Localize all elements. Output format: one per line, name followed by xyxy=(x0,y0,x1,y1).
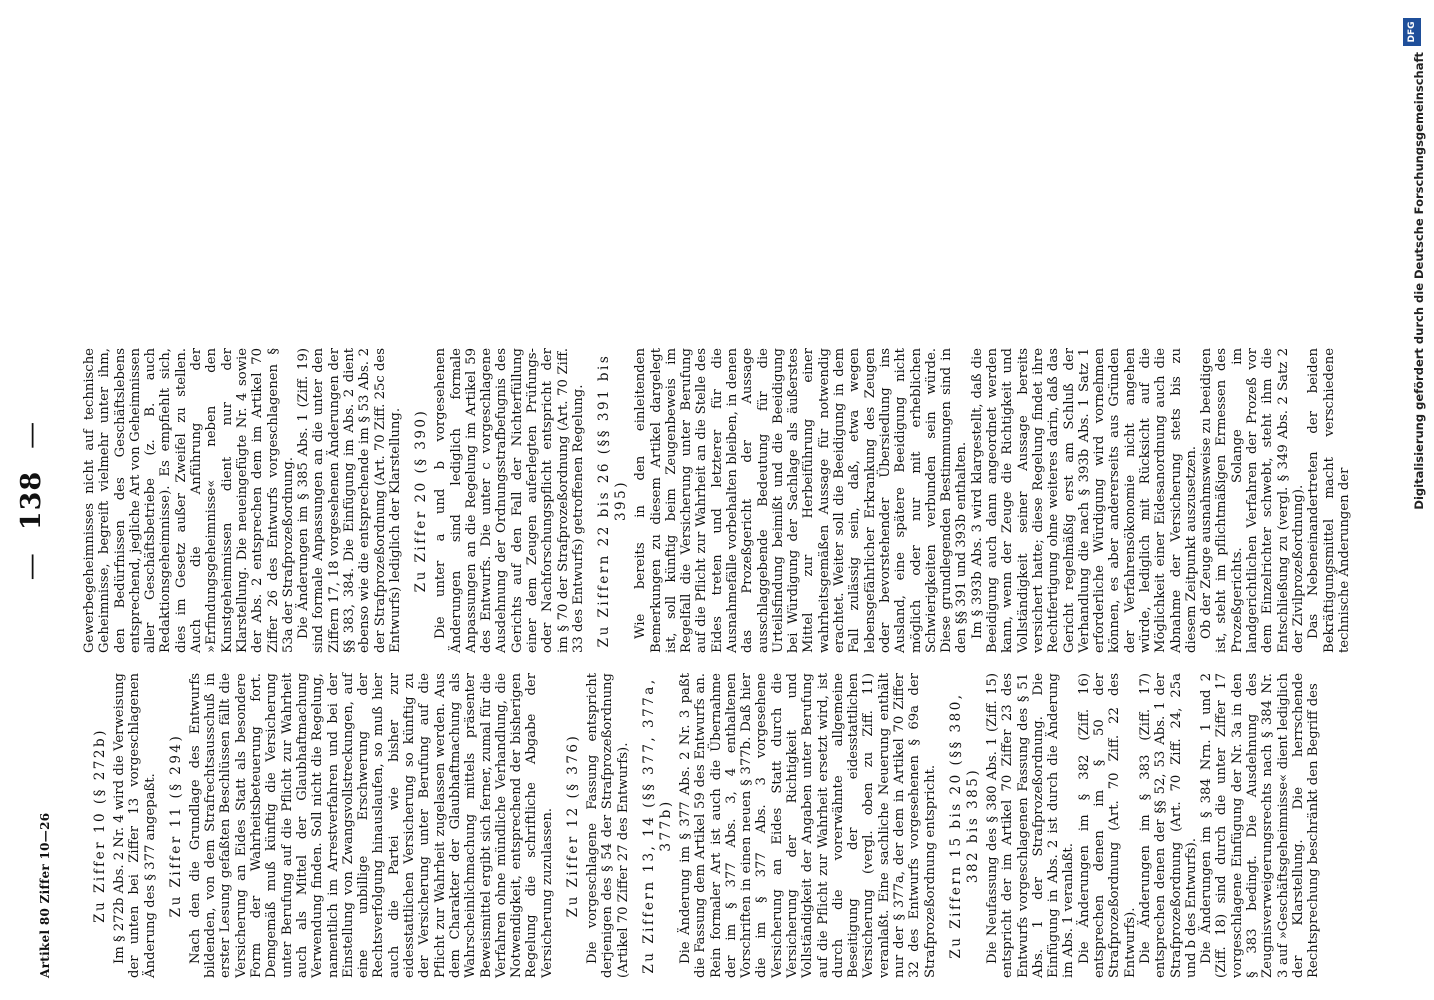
section-heading: Zu Ziffer 10 (§ 272b) xyxy=(92,728,108,923)
paragraph: Die Änderungen im § 383 (Ziff. 17) entsprechen denen der §§ 52, 53 Abs. 1 der Strafprozeßordnung (Art. 70 Ziff. 24, 25a und b des Entwurfs). xyxy=(1137,673,1199,978)
column-1 xyxy=(82,673,1321,978)
page-header xyxy=(10,23,70,978)
paragraph: Nach den die Grundlage des Entwurfs bildenden, von dem Strafrechtsausschuß in erster Lesung gefaßten Beschlüssen fällt die Versicherung an Eides Statt als besondere Form der Wahrheitsbeteuerung fort. Demgemäß muß künftig die Versicherung unter Berufung auf die Pflicht zur Wahrheit auch als Mittel der Glaubhaftmachung Verwendung finden. Soll nicht die Regelung, namentlich im Arrestverfahren und bei der Einstellung von Zwangsvollstreckungen, auf eine unbillige Erschwerung der Rechtsverfolgung hinauslaufen, so muß hier auch die Partei wie bisher zur eidesstattlichen Versicherung so künftig zu der Versicherung unter Berufung auf die Pflicht zur Wahrheit zugelassen werden. Aus dem Charakter der Glaubhaftmachung als Wahrscheinlichmachung mittels präsenter Beweismittel ergibt sich ferner, zumal für die Verfahren ohne mündliche Verhandlung, die Notwendigkeit, entsprechend der bisherigen Regelung die schriftliche Abgabe der Versicherung zuzulassen. xyxy=(187,673,555,978)
paragraph: Wie bereits in den einleitenden Bemerkungen zu diesem Artikel dargelegt ist, soll künftig beim Zeugenbeweis im Regelfall die Versicherung unter Berufung auf die Pflicht zur Wahrheit an die Stelle des Eides treten und letzterer für die Ausnahmefälle vorbehalten bleiben, in denen das Prozeßgericht der Aussage ausschlaggebende Bedeutung für die Urteilsfindung beimißt und die Beeidigung bei Würdigung der Sachlage als äußerstes Mittel zur Herbeiführung einer wahrheitsgemäßen Aussage für notwendig erachtet. Weiter soll die Beeidigung in dem Fall zulässig sein, daß, etwa wegen lebensgefährlicher Erkrankung des Zeugen oder bevorstehender Übersiedlung ins Ausland, eine spätere Beeidigung nicht möglich oder nur mit erheblichen Schwierigkeiten verbunden sein würde. Diese grundlegenden Bestimmungen sind in den §§ 391 und 393b enthalten. xyxy=(633,348,970,653)
paragraph: Die vorgeschlagene Fassung entspricht derjenigen des § 54 der Strafprozeßordnung (Artikel 70 Ziffer 27 des Entwurfs). xyxy=(585,673,631,978)
paragraph: Gewerbegeheimnisses nicht auf technische Geheimnisse, begreift vielmehr unter ihm, den Bedürfnissen des Geschäftslebens entsprechend, jegliche Art von Geheimnissen aller Geschäftsbetriebe (z. B. auch Redaktionsgeheimnisse). Es empfiehlt sich, dies im Gesetz außer Zweifel zu stellen. Auch die Anführung der »Erfindungsgeheimnisse« neben den Kunstgeheimnissen dient nur der Klarstellung. Die neueingefügte Nr. 4 sowie der Abs. 2 entsprechen dem im Artikel 70 Ziffer 26 des Entwurfs vorgeschlagenen § 53a der Strafprozeßordnung. xyxy=(82,348,296,653)
paragraph: Im § 393b Abs. 3 wird klargestellt, daß die Beeidigung auch dann angeordnet werden kann, wenn der Zeuge die Richtigkeit und Vollständigkeit seiner Aussage bereits versichert hatte; diese Regelung findet ihre Rechtfertigung ohne weiteres darin, daß das Gericht regelmäßig erst am Schluß der Verhandlung die nach § 393b Abs. 1 Satz 1 erforderliche Würdigung wird vornehmen können, es aber andererseits aus Gründen der Verfahrensökonomie nicht angehen würde, lediglich mit Rücksicht auf die Möglichkeit einer Eidesanordnung auch die Abnahme der Versicherung stets bis zu diesem Zeitpunkt auszusetzen. xyxy=(969,348,1199,653)
section-heading: Zu Ziffer 12 (§ 376) xyxy=(565,733,582,918)
section-heading: Zu Ziffern 22 bis 26 (§§ 391 bis 395) xyxy=(596,353,630,648)
paragraph: Die unter a und b vorgesehenen Änderungen sind lediglich formale Anpassungen an die Regelung im Artikel 59 des Entwurfs. Die unter c vorgeschlagene Ausdehnung der Ordnungsstrafbefugnis des Gerichts auf den Fall der Nichterfüllung einer dem Zeugen auferlegten Prüfungs- oder Nachforschungspflicht entspricht der im § 70 der Strafprozeßordnung (Art. 70 Ziff. 33 des Entwurfs) getroffenen Regelung. xyxy=(433,348,586,653)
paragraph: Die Änderung im § 377 Abs. 2 Nr. 3 paßt die Fassung dem Artikel 59 des Entwurfs an. Rein formaler Art ist auch die Übernahme der im § 377 Abs. 3, 4 enthaltenen Vorschriften in einen neuen § 377b. Daß hier die im § 377 Abs. 3 vorgesehene Versicherung an Eides Statt durch die Versicherung der Richtigkeit und Vollständigkeit der Angaben unter Berufung auf die Pflicht zur Wahrheit ersetzt wird, ist durch die vorerwähnte allgemeine Beseitigung der eidesstattlichen Versicherung (vergl. oben zu Ziff. 11) veranlaßt. Eine sachliche Neuerung enthält nur der § 377a, der dem in Artikel 70 Ziffer 32 des Entwurfs vorgesehenen § 69a der Strafprozeßordnung entspricht. xyxy=(677,673,938,978)
section-heading: Zu Ziffer 20 (§ 390) xyxy=(413,408,430,593)
page-number-dash-right: — xyxy=(16,420,47,449)
paragraph: Das Nebeneinandertreten der beiden Bekräftigungsmittel macht verschiedene technische Änderungen der xyxy=(1306,348,1352,653)
paragraph: Ob der Zeuge ausnahmsweise zu beeidigen ist, steht im pflichtmäßigen Ermessen des Prozeßgerichts. Solange im landgerichtlichen Verfahren der Prozeß vor dem Einzelrichter schwebt, steht ihm die Entschließung zu (vergl. § 349 Abs. 2 Satz 2 der Zivilprozeßordnung). xyxy=(1199,348,1306,653)
page-number xyxy=(16,23,47,978)
paragraph: Die Änderungen im § 382 (Ziff. 16) entsprechen denen im § 50 der Strafprozeßordnung (Art. 70 Ziff. 22 des Entwurfs). xyxy=(1076,673,1138,978)
column-2 xyxy=(82,348,1352,653)
page-number-dash-left: — xyxy=(16,552,47,581)
running-head: Artikel 80 Ziffer 10—26 xyxy=(38,812,52,978)
section-heading: Zu Ziffern 13, 14 (§§ 377, 377a, 377b) xyxy=(640,677,674,974)
paragraph: Die Änderungen im § 384 Nrn. 1 und 2 (Ziff. 18) sind durch die unter Ziffer 17 vorgeschlagene Einfügung der Nr. 3a in den § 383 bedingt. Die Ausdehnung des Zeugnisverweigerungsrechts nach § 384 Nr. 3 auf »Geschäftsgeheimnisse« dient lediglich der Klarstellung. Die herrschende Rechtsprechung beschränkt den Begriff des xyxy=(1199,673,1322,978)
section-heading: Zu Ziffer 11 (§ 294) xyxy=(167,733,184,918)
digitization-sidebar: DFG Digitalisierung gefördert durch die Deutsche Forschungsgemeinschaft xyxy=(1395,8,1429,993)
paragraph: Die Änderungen im § 385 Abs. 1 (Ziff. 19) sind formale Anpassungen an die unter den Ziffern 17, 18 vorgesehenen Änderungen der §§ 383, 384. Die Einfügung im Abs. 2 dient ebenso wie die entsprechende im § 53 Abs. 2 der Strafprozeßordnung (Art. 70 Ziff. 25c des Entwurfs) lediglich der Klarstellung. xyxy=(296,348,403,653)
dfg-logo: DFG xyxy=(1403,18,1421,46)
paragraph: Im § 272b Abs. 2 Nr. 4 wird die Verweisung der unten bei Ziffer 13 vorgeschlagenen Änderung des § 377 angepaßt. xyxy=(112,673,158,978)
section-heading: Zu Ziffern 15 bis 20 (§§ 380, 382 bis 385) xyxy=(947,692,981,959)
text-columns xyxy=(82,23,1352,978)
paragraph: Die Neufassung des § 380 Abs. 1 (Ziff. 15) entspricht der im Artikel 70 Ziffer 23 des Entwurfs vorgeschlagenen Fassung des § 51 Abs. 1 der Strafprozeßordnung. Die Einfügung in Abs. 2 ist durch die Änderung im Abs. 1 veranlaßt. xyxy=(984,673,1077,978)
page-number-value: 138 xyxy=(16,470,47,531)
